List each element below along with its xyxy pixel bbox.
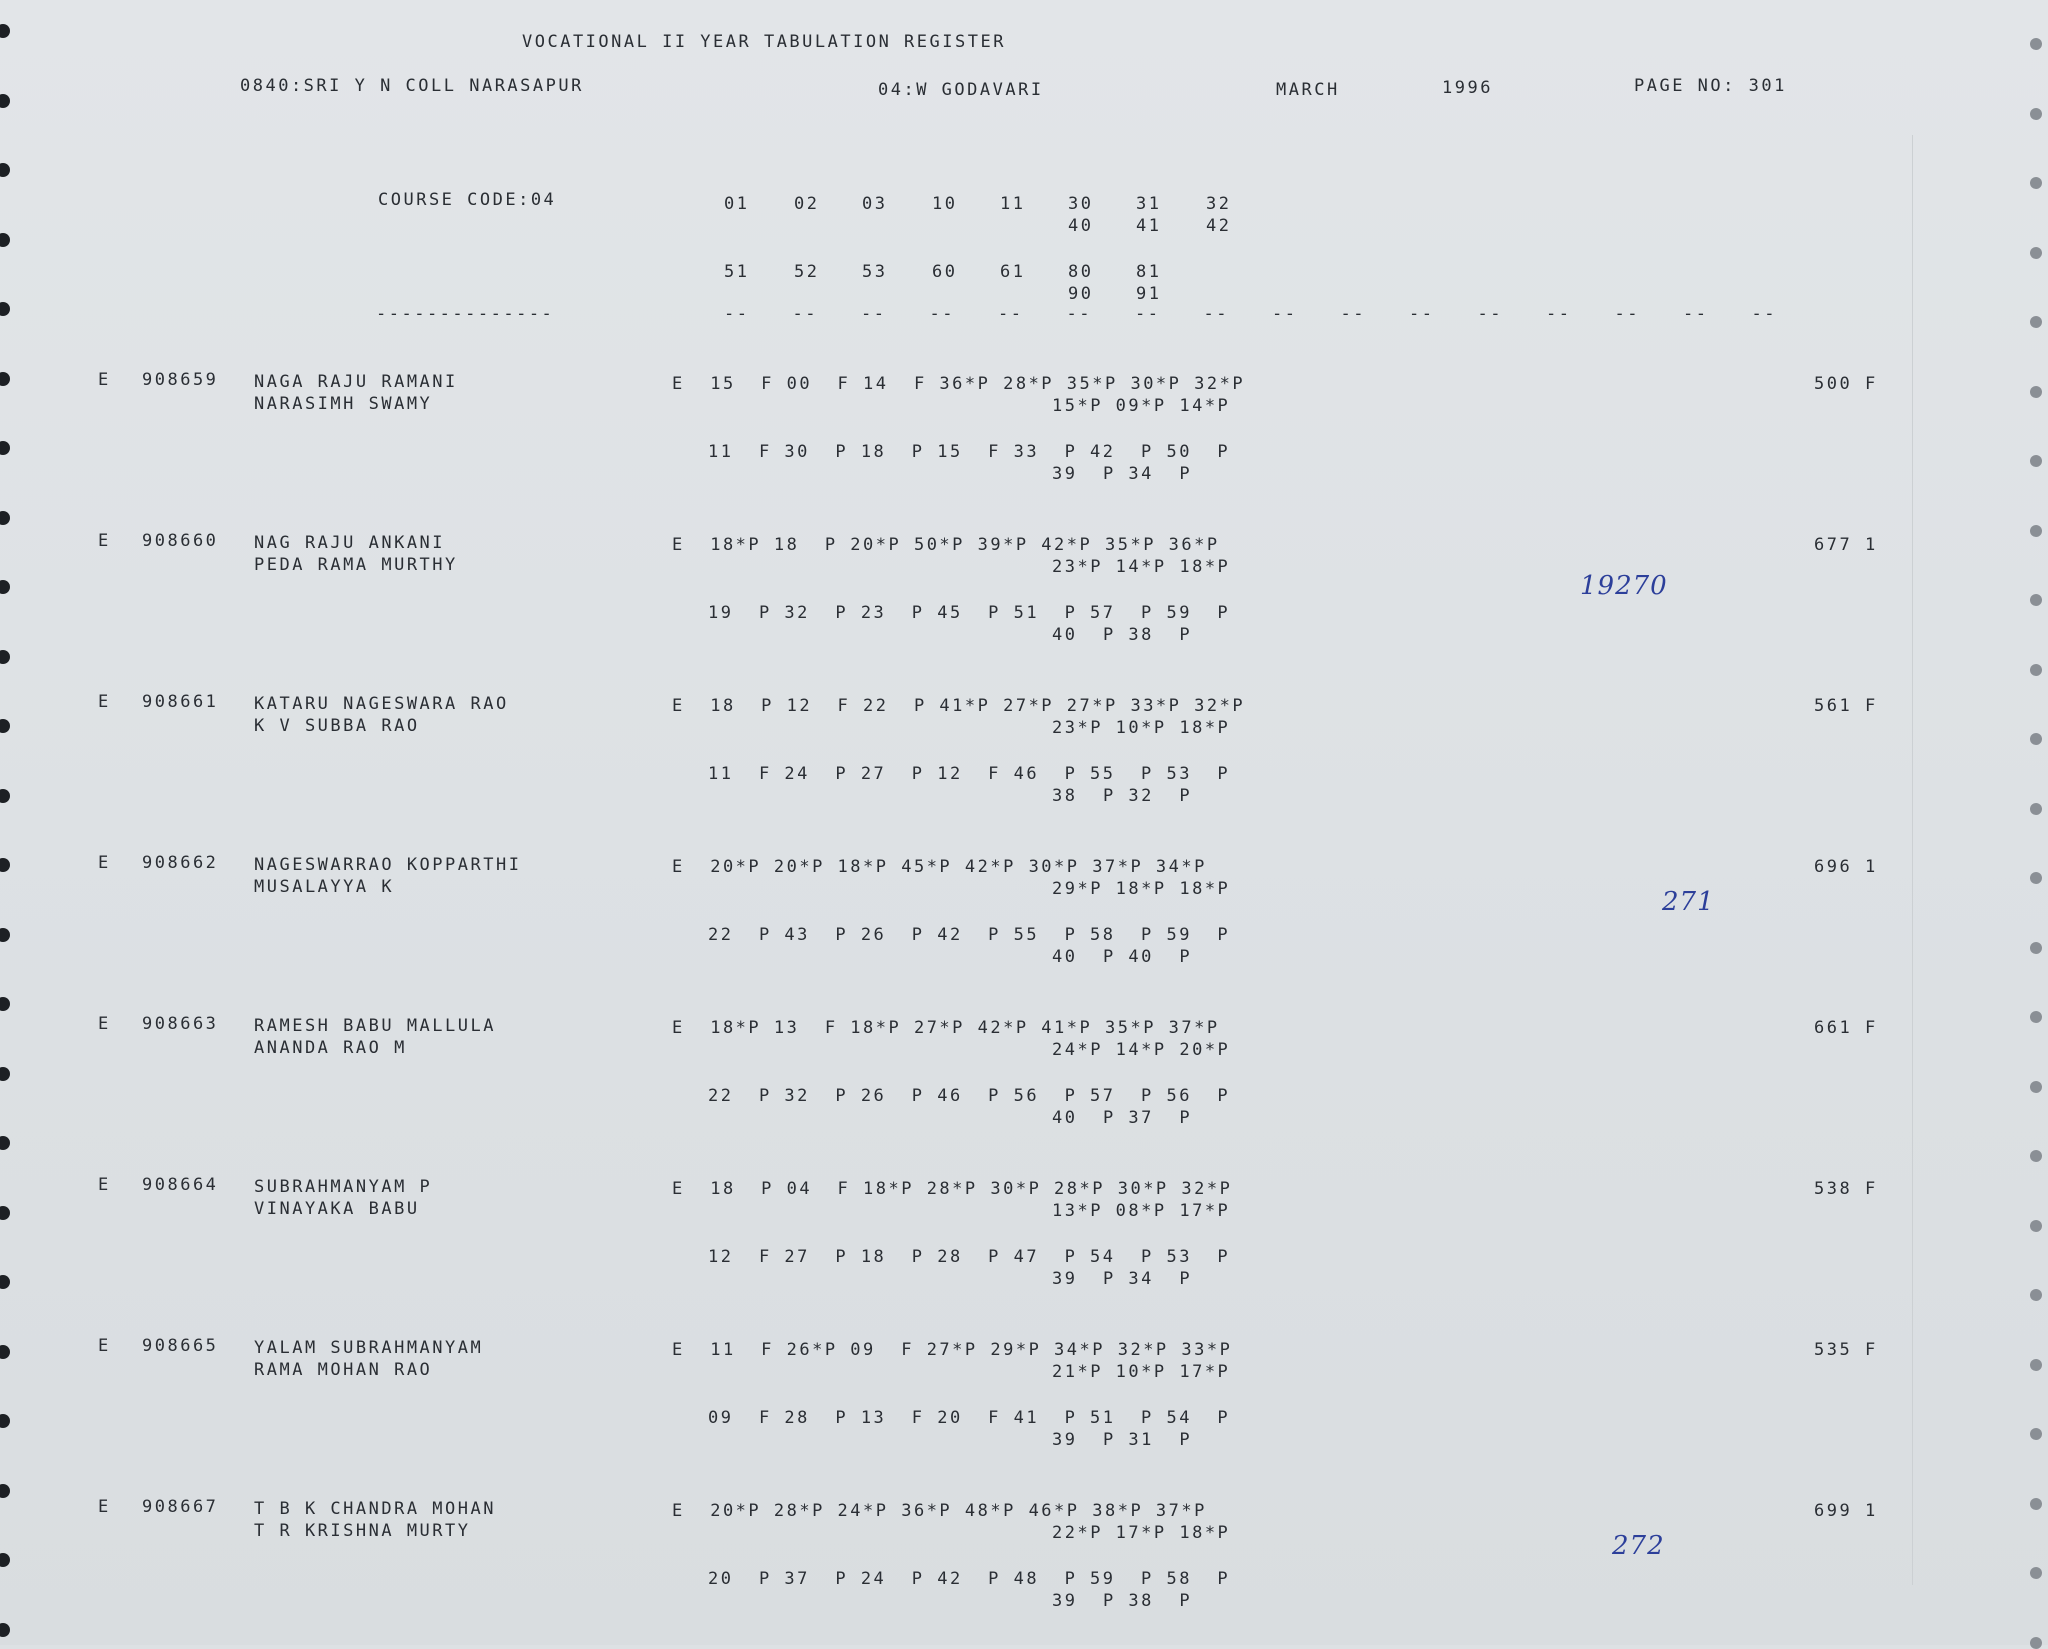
feed-hole: [2030, 247, 2042, 259]
feed-hole: [0, 1275, 10, 1289]
subject-code: 51: [724, 262, 750, 282]
feed-hole: [0, 997, 10, 1011]
student-name: NAGA RAJU RAMANI: [254, 372, 458, 392]
record-tag: E: [98, 1014, 111, 1034]
father-name: K V SUBBA RAO: [254, 716, 420, 736]
marks-line-1: E 20*P 28*P 24*P 36*P 48*P 46*P 38*P 37*P: [672, 1501, 1207, 1521]
column-dash: --: [998, 304, 1024, 324]
feed-hole: [0, 580, 10, 594]
subject-code: 41: [1136, 216, 1162, 236]
marks-line-2: 21*P 10*P 17*P: [1052, 1362, 1231, 1382]
column-dash: --: [1135, 304, 1161, 324]
register-title: VOCATIONAL II YEAR TABULATION REGISTER: [522, 32, 1006, 52]
marks-line-4: 38 P 32 P: [1052, 786, 1193, 806]
feed-hole: [2030, 316, 2042, 328]
marks-line-3: 22 P 32 P 26 P 46 P 56 P 57 P 56 P: [708, 1086, 1231, 1106]
feed-hole: [0, 94, 10, 108]
record-tag: E: [98, 370, 111, 390]
subject-code: 30: [1068, 194, 1094, 214]
roll-number: 908665: [142, 1336, 219, 1356]
marks-line-3: 22 P 43 P 26 P 42 P 55 P 58 P 59 P: [708, 925, 1231, 945]
subject-code: 91: [1136, 284, 1162, 304]
feed-hole: [2030, 1220, 2042, 1232]
ruled-line: [1912, 135, 1913, 1585]
marks-line-4: 39 P 38 P: [1052, 1591, 1193, 1611]
feed-hole: [0, 1484, 10, 1498]
marks-line-2: 29*P 18*P 18*P: [1052, 879, 1231, 899]
marks-line-2: 23*P 10*P 18*P: [1052, 718, 1231, 738]
feed-hole: [2030, 1637, 2042, 1649]
student-name: RAMESH BABU MALLULA: [254, 1016, 496, 1036]
feed-hole: [2030, 872, 2042, 884]
marks-line-3: 11 F 30 P 18 P 15 F 33 P 42 P 50 P: [708, 442, 1231, 462]
course-code-underline: --------------: [376, 304, 555, 324]
feed-hole: [0, 441, 10, 455]
feed-hole: [2030, 386, 2042, 398]
handwritten-note: 271: [1662, 887, 1715, 917]
total-result: 677 1: [1814, 535, 1878, 555]
feed-hole: [0, 511, 10, 525]
marks-line-4: 39 P 34 P: [1052, 1269, 1193, 1289]
feed-hole: [2030, 1011, 2042, 1023]
roll-number: 908663: [142, 1014, 219, 1034]
marks-line-3: 20 P 37 P 24 P 42 P 48 P 59 P 58 P: [708, 1569, 1231, 1589]
subject-code: 11: [1000, 194, 1026, 214]
feed-hole: [0, 233, 10, 247]
course-code-label: COURSE CODE:04: [378, 190, 557, 210]
exam-year: 1996: [1442, 78, 1493, 98]
column-dash: --: [1683, 304, 1709, 324]
record-tag: E: [98, 1175, 111, 1195]
column-dash: --: [929, 304, 955, 324]
student-name: SUBRAHMANYAM P: [254, 1177, 433, 1197]
marks-line-3: 19 P 32 P 23 P 45 P 51 P 57 P 59 P: [708, 603, 1231, 623]
subject-code: 42: [1206, 216, 1232, 236]
column-dash: --: [1614, 304, 1640, 324]
feed-hole: [2030, 803, 2042, 815]
feed-hole: [0, 1553, 10, 1567]
marks-line-2: 23*P 14*P 18*P: [1052, 557, 1231, 577]
feed-hole: [2030, 1359, 2042, 1371]
subject-code: 61: [1000, 262, 1026, 282]
feed-hole: [2030, 1498, 2042, 1510]
marks-line-1: E 18 P 04 F 18*P 28*P 30*P 28*P 30*P 32*P: [672, 1179, 1233, 1199]
feed-hole: [0, 1067, 10, 1081]
record-tag: E: [98, 1336, 111, 1356]
column-dash: --: [1340, 304, 1366, 324]
marks-line-1: E 11 F 26*P 09 F 27*P 29*P 34*P 32*P 33*P: [672, 1340, 1233, 1360]
roll-number: 908660: [142, 531, 219, 551]
marks-line-4: 40 P 40 P: [1052, 947, 1193, 967]
marks-line-4: 40 P 37 P: [1052, 1108, 1193, 1128]
total-result: 661 F: [1814, 1018, 1878, 1038]
column-dash: --: [1751, 304, 1777, 324]
subject-code: 60: [932, 262, 958, 282]
feed-hole: [2030, 1567, 2042, 1579]
total-result: 696 1: [1814, 857, 1878, 877]
feed-hole: [0, 1345, 10, 1359]
total-result: 535 F: [1814, 1340, 1878, 1360]
subject-code: 81: [1136, 262, 1162, 282]
marks-line-4: 39 P 31 P: [1052, 1430, 1193, 1450]
feed-hole: [0, 372, 10, 386]
father-name: VINAYAKA BABU: [254, 1199, 420, 1219]
father-name: RAMA MOHAN RAO: [254, 1360, 433, 1380]
feed-hole: [0, 163, 10, 177]
subject-code: 80: [1068, 262, 1094, 282]
marks-line-3: 12 F 27 P 18 P 28 P 47 P 54 P 53 P: [708, 1247, 1231, 1267]
subject-code: 01: [724, 194, 750, 214]
feed-hole: [2030, 733, 2042, 745]
feed-hole: [2030, 942, 2042, 954]
subject-code: 32: [1206, 194, 1232, 214]
student-name: NAGESWARRAO KOPPARTHI: [254, 855, 522, 875]
feed-hole: [2030, 594, 2042, 606]
student-name: YALAM SUBRAHMANYAM: [254, 1338, 484, 1358]
total-result: 500 F: [1814, 374, 1878, 394]
page-number: PAGE NO: 301: [1634, 76, 1787, 96]
marks-line-2: 15*P 09*P 14*P: [1052, 396, 1231, 416]
feed-hole: [0, 1414, 10, 1428]
record-tag: E: [98, 853, 111, 873]
student-name: KATARU NAGESWARA RAO: [254, 694, 509, 714]
total-result: 538 F: [1814, 1179, 1878, 1199]
marks-line-1: E 15 F 00 F 14 F 36*P 28*P 35*P 30*P 32*P: [672, 374, 1246, 394]
feed-hole: [2030, 1428, 2042, 1440]
feed-hole: [2030, 455, 2042, 467]
record-tag: E: [98, 1497, 111, 1517]
roll-number: 908664: [142, 1175, 219, 1195]
total-result: 699 1: [1814, 1501, 1878, 1521]
father-name: ANANDA RAO M: [254, 1038, 407, 1058]
subject-code: 40: [1068, 216, 1094, 236]
roll-number: 908667: [142, 1497, 219, 1517]
marks-line-1: E 20*P 20*P 18*P 45*P 42*P 30*P 37*P 34*P: [672, 857, 1207, 877]
column-dash: --: [1546, 304, 1572, 324]
student-name: T B K CHANDRA MOHAN: [254, 1499, 496, 1519]
roll-number: 908659: [142, 370, 219, 390]
column-dash: --: [1066, 304, 1092, 324]
student-name: NAG RAJU ANKANI: [254, 533, 446, 553]
tractor-holes-left: [0, 0, 30, 1645]
marks-line-2: 13*P 08*P 17*P: [1052, 1201, 1231, 1221]
father-name: MUSALAYYA K: [254, 877, 395, 897]
feed-hole: [2030, 1289, 2042, 1301]
feed-hole: [0, 650, 10, 664]
feed-hole: [0, 789, 10, 803]
marks-line-1: E 18*P 18 P 20*P 50*P 39*P 42*P 35*P 36*P: [672, 535, 1220, 555]
feed-hole: [2030, 664, 2042, 676]
column-dash: --: [1409, 304, 1435, 324]
handwritten-note: 19270: [1580, 571, 1668, 601]
subject-code: 53: [862, 262, 888, 282]
subject-code: 90: [1068, 284, 1094, 304]
feed-hole: [0, 1136, 10, 1150]
marks-line-3: 11 F 24 P 27 P 12 F 46 P 55 P 53 P: [708, 764, 1231, 784]
father-name: PEDA RAMA MURTHY: [254, 555, 458, 575]
marks-line-2: 24*P 14*P 20*P: [1052, 1040, 1231, 1060]
column-dash: --: [1477, 304, 1503, 324]
marks-line-2: 22*P 17*P 18*P: [1052, 1523, 1231, 1543]
feed-hole: [2030, 525, 2042, 537]
column-dash: --: [861, 304, 887, 324]
subject-code: 31: [1136, 194, 1162, 214]
father-name: NARASIMH SWAMY: [254, 394, 433, 414]
roll-number: 908661: [142, 692, 219, 712]
handwritten-note: 272: [1612, 1531, 1665, 1561]
feed-hole: [0, 928, 10, 942]
feed-hole: [0, 24, 10, 38]
record-tag: E: [98, 531, 111, 551]
subject-code: 10: [932, 194, 958, 214]
feed-hole: [0, 719, 10, 733]
feed-hole: [2030, 1081, 2042, 1093]
exam-month: MARCH: [1276, 80, 1340, 100]
feed-hole: [2030, 38, 2042, 50]
feed-hole: [2030, 108, 2042, 120]
marks-line-1: E 18*P 13 F 18*P 27*P 42*P 41*P 35*P 37*P: [672, 1018, 1220, 1038]
column-dash: --: [792, 304, 818, 324]
subject-code: 52: [794, 262, 820, 282]
district-name: 04:W GODAVARI: [878, 80, 1044, 100]
feed-hole: [0, 1623, 10, 1637]
marks-line-3: 09 F 28 P 13 F 20 F 41 P 51 P 54 P: [708, 1408, 1231, 1428]
marks-line-4: 39 P 34 P: [1052, 464, 1193, 484]
roll-number: 908662: [142, 853, 219, 873]
feed-hole: [0, 302, 10, 316]
column-dash: --: [724, 304, 750, 324]
college-name: 0840:SRI Y N COLL NARASAPUR: [240, 76, 584, 96]
father-name: T R KRISHNA MURTY: [254, 1521, 471, 1541]
subject-code: 03: [862, 194, 888, 214]
column-dash: --: [1272, 304, 1298, 324]
marks-line-4: 40 P 38 P: [1052, 625, 1193, 645]
total-result: 561 F: [1814, 696, 1878, 716]
feed-hole: [0, 858, 10, 872]
feed-hole: [2030, 1150, 2042, 1162]
column-dash: --: [1203, 304, 1229, 324]
feed-hole: [2030, 177, 2042, 189]
subject-code: 02: [794, 194, 820, 214]
feed-hole: [0, 1206, 10, 1220]
marks-line-1: E 18 P 12 F 22 P 41*P 27*P 27*P 33*P 32*P: [672, 696, 1246, 716]
tractor-holes-right: [2018, 0, 2048, 1645]
record-tag: E: [98, 692, 111, 712]
